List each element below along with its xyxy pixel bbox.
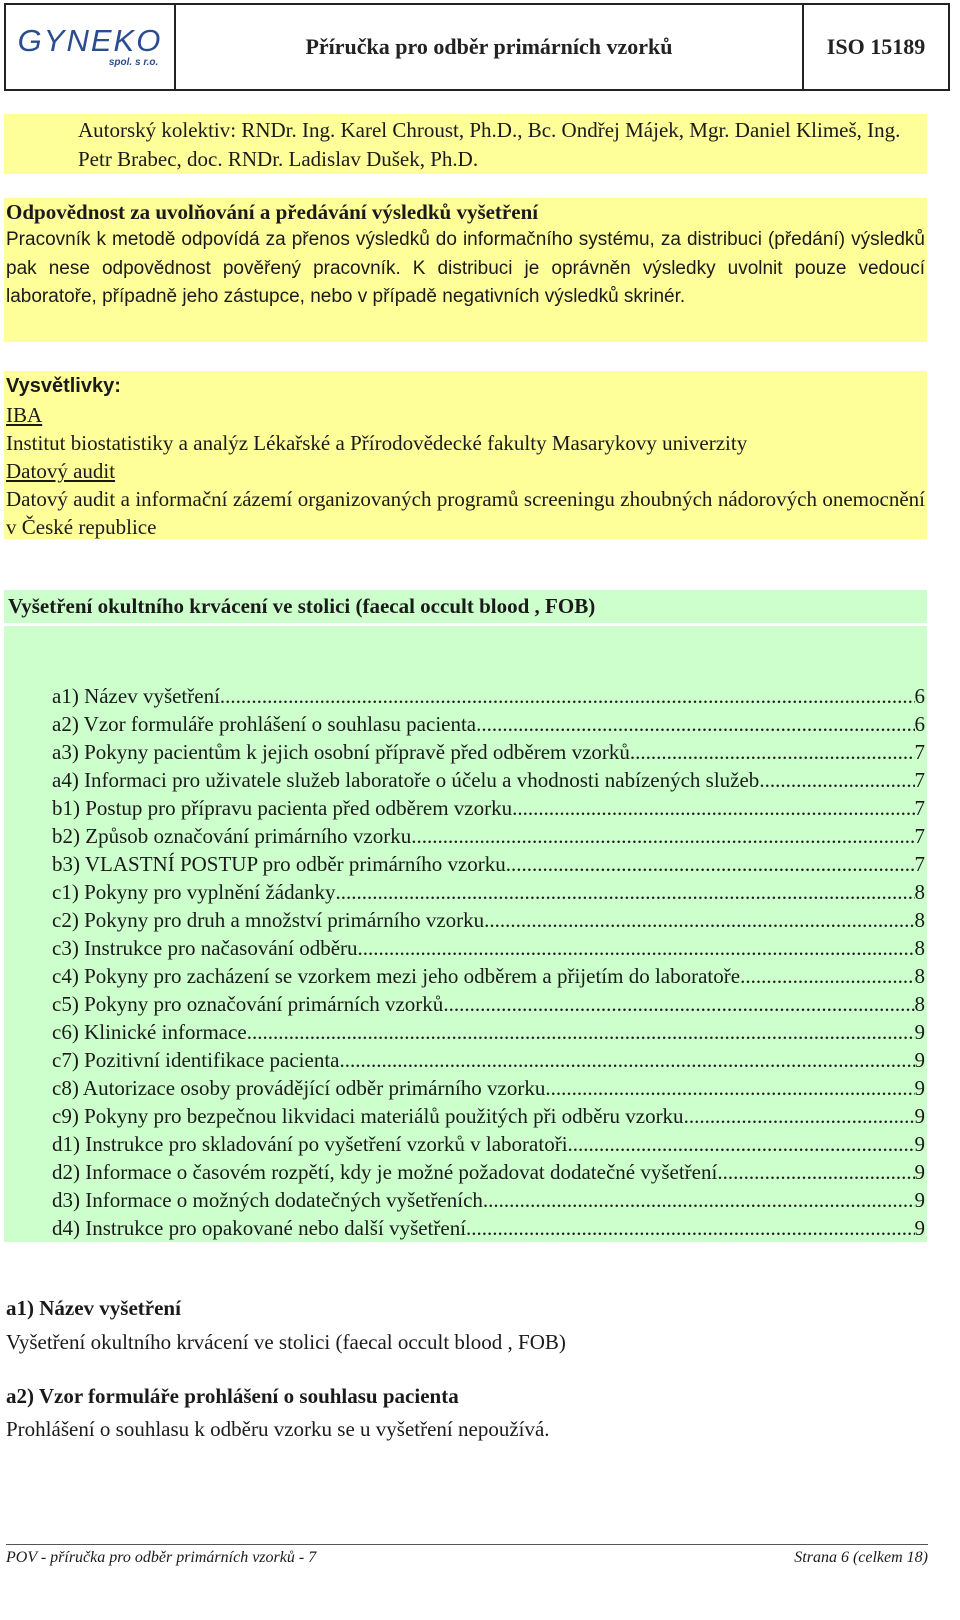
toc-entry[interactable] [52,1018,925,1046]
toc-leader-dots [506,850,915,878]
toc-leader-dots [358,934,915,962]
toc-entry-page: 8 [914,992,925,1016]
footer-page-number: Strana 6 (celkem 18) [794,1549,928,1566]
logo-wordmark: GYNEKO [17,23,163,58]
page-footer [6,1544,928,1567]
toc-leader-dots [335,878,914,906]
toc-entry-page: 7 [914,852,925,876]
a1-heading: a1) Název vyšetření [6,1296,181,1320]
logo-subtext: spol. s r.o. [108,57,159,68]
section-title: Vyšetření okultního krvácení ve stolici (faecal occult blood , FOB) [4,590,927,623]
title-cell [176,5,804,89]
toc-entry-page: 9 [914,1132,925,1156]
company-logo [18,25,163,69]
toc-entry[interactable] [52,906,925,934]
toc-entry-page: 6 [914,712,925,736]
toc-entry-label: b3) VLASTNÍ POSTUP pro odběr primárního vzorku [52,852,506,876]
toc-entry-page: 8 [914,936,925,960]
legend-description: Datový audit a informační zázemí organizovaných programů screeningu zhoubných nádorových onemocnění v České republice [6,487,925,539]
toc-entry-page: 7 [914,768,925,792]
toc-entry-page: 9 [914,1216,925,1240]
toc-leader-dots [466,1214,914,1242]
toc-entry-page: 9 [914,1188,925,1212]
toc-entry-label: a1) Název vyšetření [52,684,220,708]
toc-entry-page: 8 [914,880,925,904]
toc-leader-dots [443,990,914,1018]
toc-entry-label: c8) Autorizace osoby provádějící odběr primárního vzorku [52,1076,546,1100]
toc-entry-label: d1) Instrukce pro skladování po vyšetření vzorků v laboratoři [52,1132,568,1156]
toc-leader-dots [247,1018,915,1046]
responsibility-text: Pracovník k metodě odpovídá za přenos výsledků do informačního systému, za distribuci (předání) výsledků pak nese odpovědnost pověřený pracovník. K distribuci je oprávněn výsledky uvolnit pouze vedoucí laboratoře, případně jeho zástupce, nebo v případě negativních výsledků skrinér. [6,229,925,307]
footer-document-name: POV - příručka pro odběr primárních vzorků - 7 [6,1549,317,1566]
toc-entry-page: 9 [914,1160,925,1184]
toc-leader-dots [684,1102,915,1130]
legend-title: Vysvětlivky: [6,375,121,397]
toc-entry[interactable] [52,822,925,850]
toc-leader-dots [717,1158,914,1186]
toc-leader-dots [483,1186,915,1214]
legend-description: Institut biostatistiky a analýz Lékařské a Přírodovědecké fakulty Masarykovy univerzity [6,431,748,455]
legend-term: IBA [6,403,43,427]
toc-entry-label: b2) Způsob označování primárního vzorku [52,824,412,848]
toc-entry-label: c9) Pokyny pro bezpečnou likvidaci materiálů použitých při odběru vzorku [52,1104,684,1128]
toc-entry-label: a4) Informaci pro uživatele služeb laboratoře o účelu a vhodnosti nabízených služeb [52,768,760,792]
toc-entry[interactable] [52,878,925,906]
document-title: Příručka pro odběr primárních vzorků [305,34,673,59]
toc-entry[interactable] [52,934,925,962]
logo-cell [6,5,176,89]
toc-entry-page: 9 [914,1076,925,1100]
toc-leader-dots [545,1074,914,1102]
toc-entry[interactable] [52,1214,925,1242]
toc-entry-label: a3) Pokyny pacientům k jejich osobní přípravě před odběrem vzorků [52,740,630,764]
responsibility-block [4,198,927,342]
toc-entry[interactable] [52,1102,925,1130]
legend-term: Datový audit [6,459,116,483]
responsibility-title: Odpovědnost za uvolňování a předávání výsledků vyšetření [6,200,539,224]
toc-entry[interactable] [52,738,925,766]
toc-leader-dots [484,906,914,934]
toc-entry-label: d3) Informace o možných dodatečných vyšetřeních [52,1188,483,1212]
toc-entry[interactable] [52,710,925,738]
toc-entry-label: c5) Pokyny pro označování primárních vzorků [52,992,444,1016]
authors-block: Autorský kolektiv: RNDr. Ing. Karel Chroust, Ph.D., Bc. Ondřej Májek, Mgr. Daniel Klimeš, Ing. Petr Brabec, doc. RNDr. Ladislav Dušek, Ph.D. [4,114,927,174]
toc-entry-page: 6 [914,684,925,708]
toc-leader-dots [630,738,915,766]
table-of-contents [4,626,927,1242]
toc-entry[interactable] [52,1130,925,1158]
toc-leader-dots [339,1046,914,1074]
toc-entry[interactable] [52,962,925,990]
toc-leader-dots [476,710,914,738]
iso-standard: ISO 15189 [826,34,926,59]
toc-entry-page: 7 [914,796,925,820]
legend-block [4,371,927,539]
toc-entry[interactable] [52,794,925,822]
toc-entry[interactable] [52,1158,925,1186]
iso-cell [804,5,948,89]
toc-entry[interactable] [52,682,925,710]
toc-leader-dots [759,766,914,794]
toc-leader-dots [740,962,914,990]
toc-leader-dots [512,794,914,822]
toc-entry-page: 8 [914,908,925,932]
toc-entry-label: c4) Pokyny pro zacházení se vzorkem mezi jeho odběrem a přijetím do laboratoře [52,964,741,988]
toc-entry-label: c3) Instrukce pro načasování odběru [52,936,358,960]
a2-heading: a2) Vzor formuláře prohlášení o souhlasu pacienta [6,1384,459,1408]
toc-entry-page: 9 [914,1104,925,1128]
toc-entry[interactable] [52,850,925,878]
toc-entry-page: 9 [914,1048,925,1072]
toc-entry-label: b1) Postup pro přípravu pacienta před odběrem vzorku [52,796,513,820]
toc-entry-page: 7 [914,824,925,848]
toc-entry-label: d2) Informace o časovém rozpětí, kdy je možné požadovat dodatečné vyšetření [52,1160,718,1184]
document-header [4,3,950,91]
toc-leader-dots [220,682,915,710]
toc-entry-label: a2) Vzor formuláře prohlášení o souhlasu pacienta [52,712,477,736]
toc-entry[interactable] [52,990,925,1018]
toc-entry-label: c1) Pokyny pro vyplnění žádanky [52,880,336,904]
toc-entry[interactable] [52,766,925,794]
toc-leader-dots [411,822,914,850]
toc-entry[interactable] [52,1074,925,1102]
toc-entry-page: 7 [914,740,925,764]
toc-leader-dots [568,1130,915,1158]
toc-entry-label: c2) Pokyny pro druh a množství primárního vzorku [52,908,485,932]
toc-entry-label: c6) Klinické informace [52,1020,247,1044]
toc-entry-page: 9 [914,1020,925,1044]
toc-entry-label: c7) Pozitivní identifikace pacienta [52,1048,340,1072]
toc-entry[interactable] [52,1186,925,1214]
toc-entry-page: 8 [914,964,925,988]
toc-entry-label: d4) Instrukce pro opakované nebo další vyšetření [52,1216,467,1240]
a2-text: Prohlášení o souhlasu k odběru vzorku se u vyšetření nepoužívá. [6,1417,550,1441]
toc-entry[interactable] [52,1046,925,1074]
a1-text: Vyšetření okultního krvácení ve stolici (faecal occult blood , FOB) [6,1330,566,1354]
